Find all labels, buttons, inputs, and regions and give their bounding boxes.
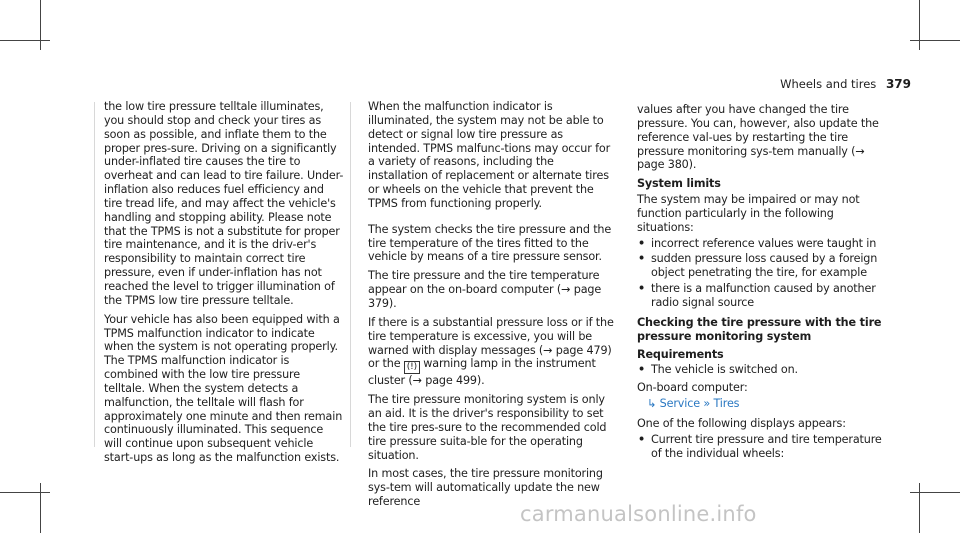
header-title: Wheels and tires	[780, 77, 877, 91]
paragraph: The system may be impaired or may not function particularly in the following situations:	[637, 193, 860, 234]
paragraph: One of the following displays appears:	[637, 416, 846, 430]
paragraph: values after you have changed the tire pressure. You can, however, also update the reference val-ues by restarting the tire pressure monitoring sys-tem manually (→ page 380).	[637, 103, 879, 172]
text-run: If there is a substantial pressure loss or if the tire temperature is excessive, you will be warned with display messages (→ page 479) or the	[368, 315, 614, 371]
list-item: • there is a malfunction caused by another radio signal source	[638, 282, 876, 309]
list-item: • Current tire pressure and tire temperature of the individual wheels:	[638, 432, 882, 460]
column-rule	[94, 102, 95, 447]
crop-mark	[0, 492, 50, 493]
section-heading: Checking the tire pressure with the tire pressure monitoring system	[637, 315, 882, 343]
text-run: warning lamp in the instrument cluster (→ page 499).	[368, 357, 596, 388]
menu-item-service: Service	[659, 397, 700, 411]
subheading: Requirements	[637, 347, 724, 361]
section-heading: System limits	[637, 177, 721, 191]
menu-separator-icon: »	[703, 397, 711, 411]
paragraph: Your vehicle has also been equipped with a TPMS malfunction indicator to indicate when the system is not operating properly. The TPMS malfunction indicator is combined with the low tire pressure telltale. When the system detects a malfunction, the telltale will flash for approximately one minute and then remain continuously illuminated. This sequence will continue upon subsequent vehicle start-ups as long as the malfunction exists.	[104, 312, 343, 465]
crop-mark	[910, 40, 960, 41]
paragraph: On-board computer:	[637, 381, 748, 395]
paragraph: The system checks the tire pressure and the tire temperature of the tires fitted to the vehicle by means of a tire pressure sensor.	[368, 222, 612, 264]
tire-pressure-warning-icon: (!)	[404, 361, 420, 374]
crop-mark	[0, 40, 50, 41]
paragraph	[368, 316, 616, 388]
running-header	[780, 77, 911, 91]
page-number: 379	[885, 77, 911, 91]
crop-mark	[40, 483, 41, 533]
bullet-icon: •	[638, 282, 646, 296]
bullet-icon: •	[638, 252, 646, 266]
bullet-icon: •	[638, 432, 646, 446]
bullet-icon: •	[638, 363, 646, 377]
bullet-icon: •	[638, 236, 646, 250]
crop-mark	[919, 0, 920, 50]
limits-list	[637, 237, 887, 310]
column-2	[368, 100, 616, 514]
list-item: • The vehicle is switched on.	[638, 363, 798, 377]
crop-mark	[910, 492, 960, 493]
requirements-list	[637, 363, 887, 377]
displays-list	[637, 433, 887, 461]
submenu-arrow-icon: ↳	[647, 397, 657, 411]
list-item: • sudden pressure loss caused by a foreign object penetrating the tire, for example	[638, 252, 878, 280]
paragraph: the low tire pressure telltale illuminates, you should stop and check your tires as soon as possible, and inflate them to the proper pres-sure. Driving on a significantly under-inflated tire causes the tire to overheat and can lead to tire failure. Under-inflation also reduces fuel efficiency and tire tread life, and may affect the vehicle's handling and stopping ability. Please note that the TPMS is not a substitute for proper tire maintenance, and it is the driv-er's responsibility to maintain correct tire pressure, even if under-inflation has not reached the level to trigger illumination of the TPMS low tire pressure telltale.	[104, 100, 344, 307]
paragraph: The tire pressure and the tire temperature appear on the on-board computer (→ page 379).	[368, 269, 602, 310]
paragraph: When the malfunction indicator is illuminated, the system may not be able to detect or signal low tire pressure as intended. TPMS malfunc-tions may occur for a variety of reasons, including the installation of replacement or alternate tires or wheels on the vehicle that prevent the TPMS from functioning properly.	[368, 100, 611, 210]
column-3	[637, 103, 887, 464]
menu-path	[637, 397, 887, 411]
paragraph: The tire pressure monitoring system is only an aid. It is the driver's responsibility to set the tire pres-sure to the recommended cold tire pressure suita-ble for the operating situation.	[368, 393, 607, 462]
list-item: • incorrect reference values were taught in	[638, 236, 877, 250]
column-1	[104, 100, 344, 470]
menu-item-tires: Tires	[713, 397, 740, 411]
crop-mark	[919, 483, 920, 533]
watermark: carmanualsonline.info	[520, 502, 757, 526]
crop-mark	[40, 0, 41, 50]
paragraph: In most cases, the tire pressure monitoring sys-tem will automatically update the new reference	[368, 467, 603, 509]
column-rule	[350, 102, 351, 447]
